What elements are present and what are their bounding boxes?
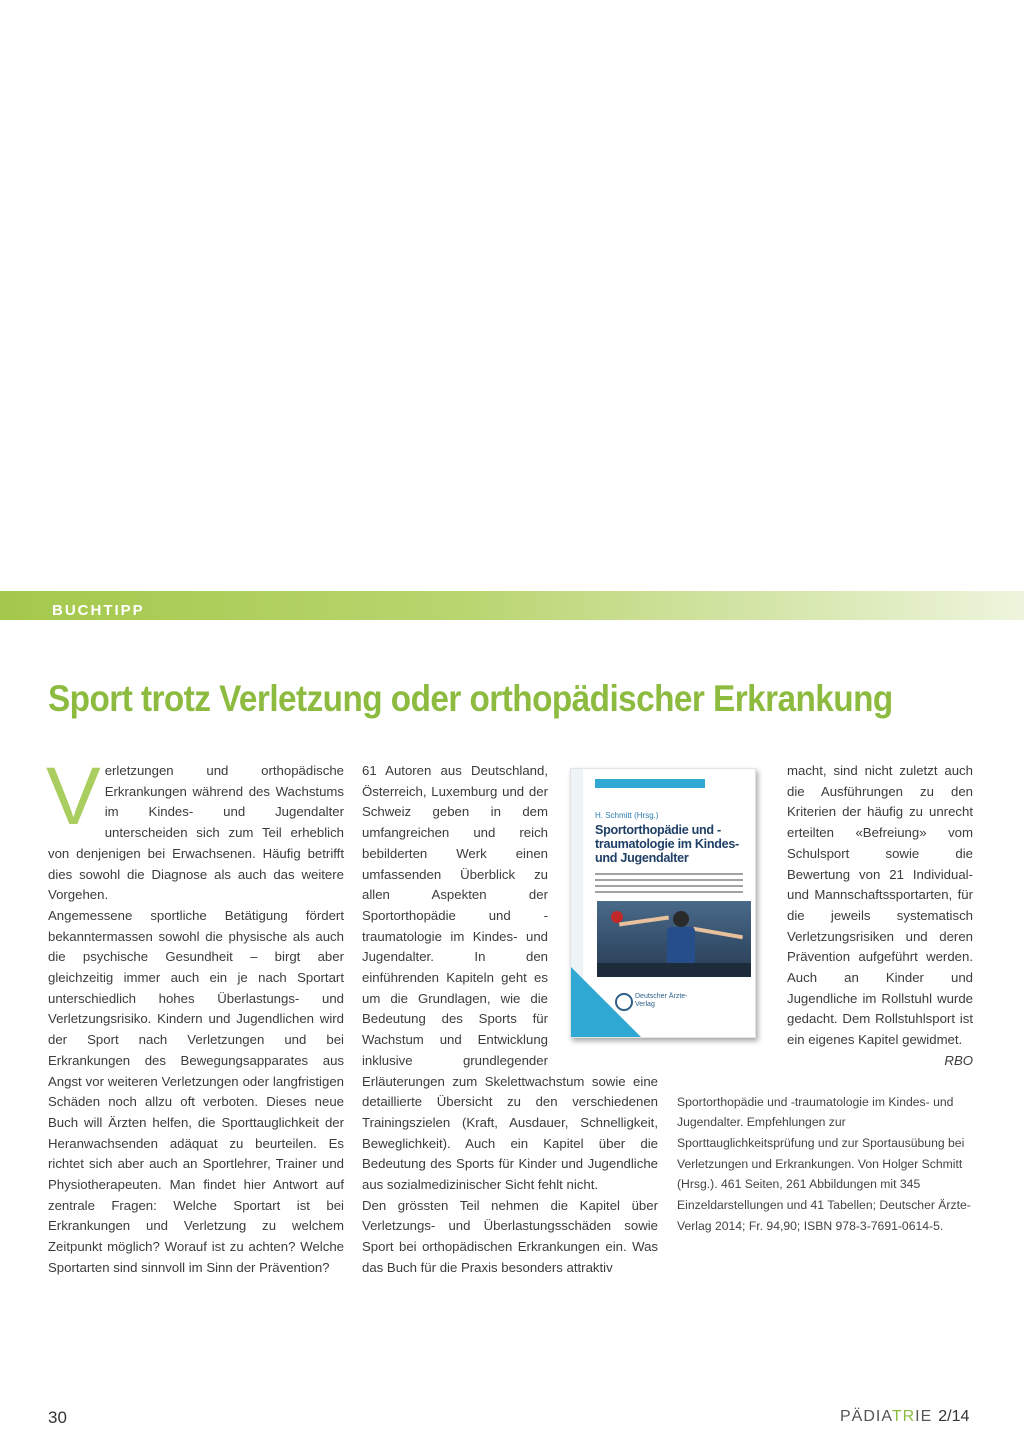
book-info: Sportorthopädie und -traumatologie im Kindes- und Jugendalter. Empfehlungen zur Sporttauglichkeitsprüfung und zur Sportausübung bei Verletzungen und Erkrankungen. Von Holger Schmitt (Hrsg.). 461 Seiten, 261 Abbildungen mit 345 Einzeldarstellungen und 41 Tabellen; Deutscher Ärzte-Verlag 2014; Fr. 94,90; ISBN 978-3-7691-0614-5. xyxy=(677,1094,971,1233)
player-arm xyxy=(619,916,669,927)
journal-name-accent: TR xyxy=(891,1408,916,1425)
cover-photo-table-tennis xyxy=(597,901,751,977)
journal-footer xyxy=(840,1408,969,1426)
player-head xyxy=(673,911,689,927)
section-bar xyxy=(0,591,1024,620)
section-label: BUCHTIPP xyxy=(52,602,145,619)
cover-author: H. Schmitt (Hrsg.) xyxy=(595,811,659,820)
paragraph-text: 61 Autoren aus Deutschland, Österreich, Luxemburg und der Schweiz geben in dem umfangreichen und reich bebilderten Werk einen umfassenden Überblick zu allen Aspekten der Sportorthopädie und -traumatologie im Kindes- und Jugendalter. In den einführenden Kapiteln geht es um die Grundlagen, wie die Bedeutung des Sports für Wachstum und Entwicklung inklusive grundlegender Erläuterungen zum Skelettwachstum sowie eine detaillierte Übersicht zu den verschiedenen Trainingszielen (Kraft, Ausdauer, Schnelligkeit, Beweglichkeit). Auch ein Kapitel über die Bedeutung des Sports für Kinder und Jugendliche aus sozialmedizinischer Sicht fehlt nicht. xyxy=(362,763,658,1193)
publisher-logo-icon xyxy=(615,993,633,1011)
article-paragraph: Den grössten Teil nehmen die Kapitel über Verletzungs- und Überlastungsschäden sowie Sport bei orthopädischen Erkrankungen ein. Was das Buch für die Praxis besonders attraktiv xyxy=(362,1197,658,1275)
player-body xyxy=(667,927,695,963)
article-paragraph xyxy=(46,751,344,906)
article-column-1 xyxy=(46,751,344,1279)
journal-issue: 2/14 xyxy=(938,1408,970,1425)
journal-name-part: IE xyxy=(915,1408,933,1425)
journal-name-part: PÄDIA xyxy=(840,1408,892,1425)
page-number: 30 xyxy=(48,1408,67,1427)
player-arm xyxy=(693,927,743,940)
paragraph-text: macht, sind nicht zuletzt auch die Ausführungen zu den Kriterien der häufig zu unrecht erteilten «Befreiung» vom Schulsport sowie die Bewertung von 21 Individual- und Mannschaftssportarten, für die jeweils systematisch Verletzungsrisiken und deren Prävention aufgeführt werden. Auch an Kinder und Jugendliche im Rollstuhl wurde gedacht. Dem Rollstuhlsport ist ein eigenes Kapitel gewidmet. xyxy=(787,763,973,1048)
article-headline: Sport trotz Verletzung oder orthopädischer Erkrankung xyxy=(48,678,893,719)
paragraph-text: erletzungen und orthopädische Erkrankungen während des Wachstums im Kindes- und Jugendalter unterscheiden sich zum Teil erheblich von denjenigen bei Erwachsenen. Häufig betrifft dies sowohl die Diagnose als auch das weitere Vorgehen. xyxy=(48,763,344,903)
journal-name xyxy=(840,1408,932,1425)
cover-publisher: Deutscher Ärzte-Verlag xyxy=(635,993,688,1008)
cover-title: Sportorthopädie und -traumatologie im Kindes- und Jugendalter xyxy=(595,823,739,865)
paddle-icon xyxy=(611,911,623,923)
author-signature: RBO xyxy=(944,1052,973,1068)
article-paragraph: Angemessene sportliche Betätigung fördert bekanntermassen sowohl die physische als auch die psychische Gesundheit – birgt aber gleichzeitig immer auch ein je nach Sportart unterschiedlich hohes Überlastungs- und Verletzungsrisiko. Kindern und Jugendlichen wird der Sport nach Verletzungen und bei Erkrankungen des Bewegungsapparates aus Angst vor weiteren Verletzungen oder langfristigen Schäden noch allzu oft verboten. Dieses neue Buch will Ärzten helfen, die Sporttauglichkeit der Heranwachsenden adäquat zu beurteilen. Es richtet sich aber auch an Sportlehrer, Trainer und Physiotherapeuten. Man findet hier Antwort auf zentrale Fragen: Welche Sportart ist bei Erkrankungen und Verletzung zu welchem Zeitpunkt möglich? Worauf ist zu achten? Welche Sportarten sind sinnvoll im Sinn der Prävention? xyxy=(48,907,344,1275)
cover-top-bar xyxy=(595,779,705,788)
book-cover-image xyxy=(570,768,756,1038)
cover-subtitle-lines xyxy=(595,873,743,895)
dropcap: V xyxy=(46,751,101,842)
